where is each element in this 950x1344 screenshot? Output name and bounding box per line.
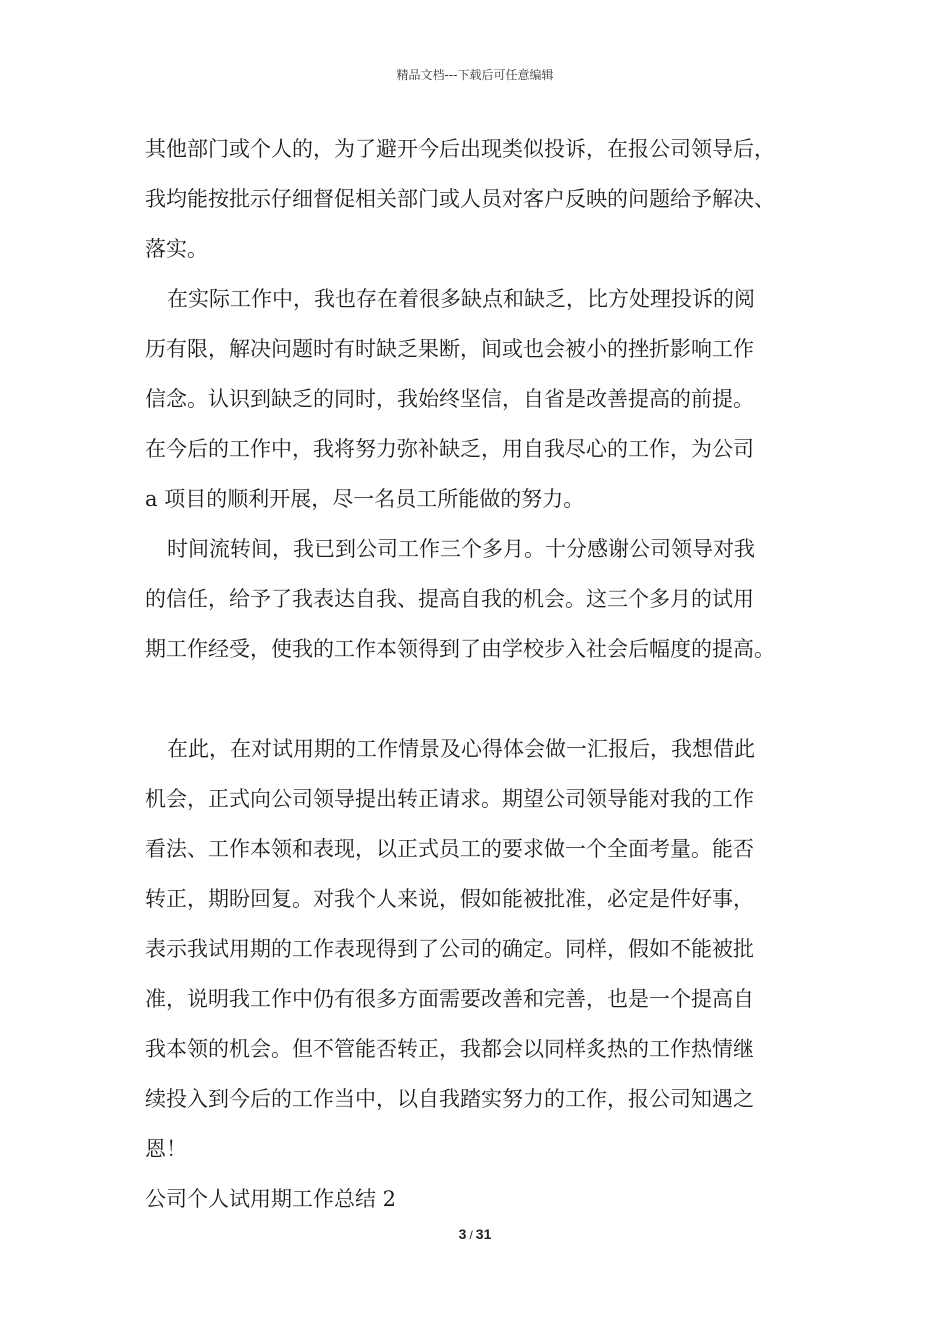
text-line: 其他部门或个人的，为了避开今后出现类似投诉，在报公司领导后， <box>145 137 775 161</box>
page-separator: / <box>469 1228 473 1242</box>
text-line: 我均能按批示仔细督促相关部门或人员对客户反映的问题给予解决、 <box>145 187 775 211</box>
section-heading: 公司个人试用期工作总结 2 <box>145 1187 397 1211</box>
paragraph-gap <box>145 674 825 724</box>
paragraph-4 <box>145 724 825 1174</box>
text-line: 期工作经受，使我的工作本领得到了由学校步入社会后幅度的提高。 <box>145 637 775 661</box>
page-header: 精品文档---下载后可任意编辑 <box>396 68 554 82</box>
text-line: 准，说明我工作中仍有很多方面需要改善和完善，也是一个提高自 <box>145 987 754 1011</box>
text-line: 表示我试用期的工作表现得到了公司的确定。同样，假如不能被批 <box>145 937 754 961</box>
text-line: 续投入到今后的工作当中，以自我踏实努力的工作，报公司知遇之 <box>145 1087 754 1111</box>
paragraph-1 <box>145 124 825 274</box>
text-line: 信念。认识到缺乏的同时，我始终坚信，自省是改善提高的前提。 <box>145 387 754 411</box>
text-line: 的信任，给予了我表达自我、提高自我的机会。这三个多月的试用 <box>145 587 754 611</box>
text-line: 在此，在对试用期的工作情景及心得体会做一汇报后，我想借此 <box>167 737 755 761</box>
text-line: 在实际工作中，我也存在着很多缺点和缺乏，比方处理投诉的阅 <box>167 287 755 311</box>
text-line: a 项目的顺利开展，尽一名员工所能做的努力。 <box>145 487 585 511</box>
text-line: 我本领的机会。但不管能否转正，我都会以同样炙热的工作热情继 <box>145 1037 754 1061</box>
text-line: 机会，正式向公司领导提出转正请求。期望公司领导能对我的工作 <box>145 787 754 811</box>
text-line: 转正，期盼回复。对我个人来说，假如能被批准，必定是件好事， <box>145 887 754 911</box>
text-line: 落实。 <box>145 237 208 261</box>
paragraph-2 <box>145 274 825 524</box>
total-pages-number: 31 <box>475 1226 492 1242</box>
current-page-number: 3 <box>458 1226 467 1242</box>
paragraph-3 <box>145 524 825 674</box>
text-line: 在今后的工作中，我将努力弥补缺乏，用自我尽心的工作，为公司 <box>145 437 754 461</box>
text-line: 看法、工作本领和表现，以正式员工的要求做一个全面考量。能否 <box>145 837 754 861</box>
document-body <box>145 124 825 1224</box>
page-number <box>0 1226 950 1242</box>
text-line: 历有限，解决问题时有时缺乏果断，间或也会被小的挫折影响工作 <box>145 337 754 361</box>
text-line: 恩！ <box>145 1137 187 1161</box>
text-line: 时间流转间，我已到公司工作三个多月。十分感谢公司领导对我 <box>167 537 755 561</box>
